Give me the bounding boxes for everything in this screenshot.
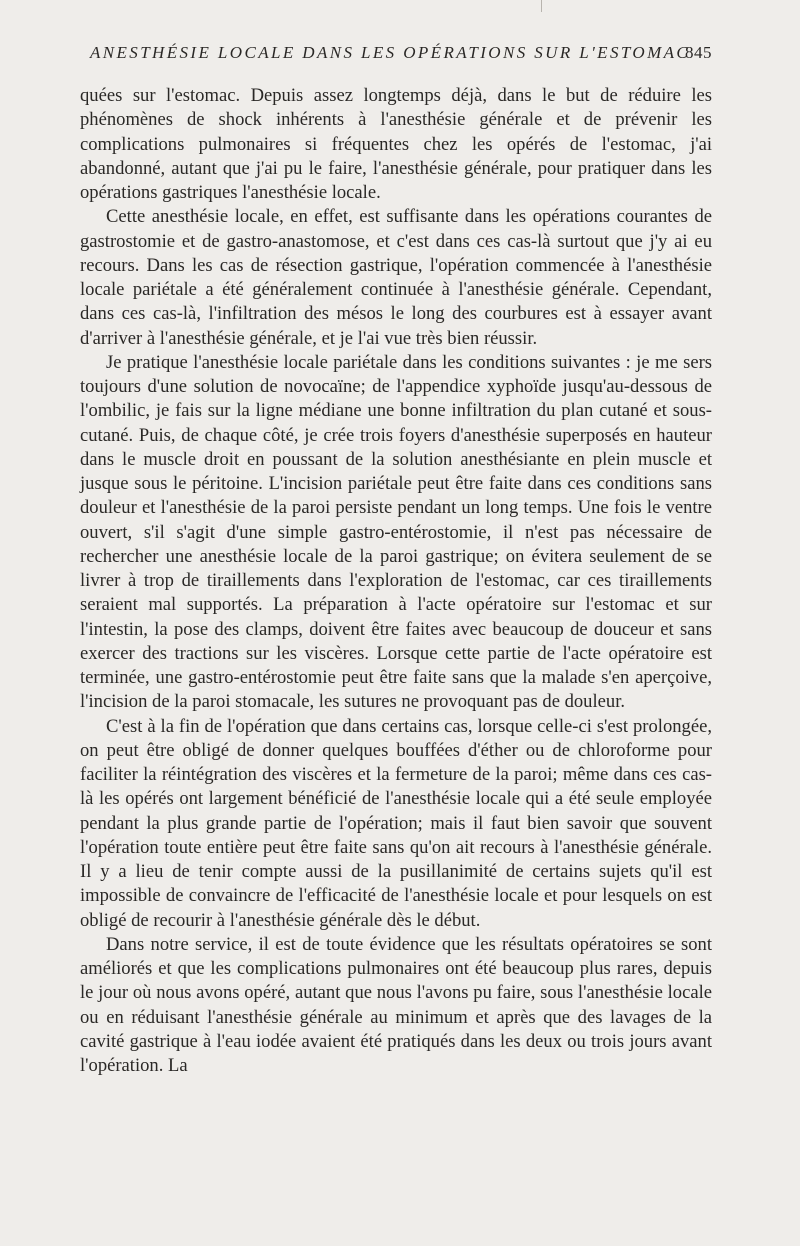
paragraph: Cette anesthésie locale, en effet, est suffisante dans les opérations courantes de gastrostomie et de gastro-anastomose, et c'est dans ces cas-là surtout que j'y ai eu recours. Dans les cas de résection gastrique, l'opération commencée à l'anesthésie locale pariétale a été généralement continuée à l'anesthésie générale. Cependant, dans ces cas-là, l'infiltration des mésos le long des courbures est à essayer avant d'arriver à l'anesthésie générale, et je l'ai vue très bien réussir. xyxy=(80,206,712,349)
running-title: ANESTHÉSIE LOCALE DANS LES OPÉRATIONS SUR L'ESTOMAC xyxy=(90,43,691,62)
running-header xyxy=(80,38,712,68)
page-number: 845 xyxy=(685,43,712,62)
body-text xyxy=(80,84,712,1078)
paragraph-continued: quées sur l'estomac. Depuis assez longtemps déjà, dans le but de réduire les phénomènes de shock inhérents à l'anesthésie générale et de prévenir les complications pulmonaires si fréquentes chez les opérés de l'estomac, j'ai abandonné, autant que j'ai pu le faire, l'anesthésie générale, pour pratiquer dans les opérations gastriques l'anesthésie locale. xyxy=(80,85,712,203)
paragraph: C'est à la fin de l'opération que dans certains cas, lorsque celle-ci s'est prolongée, on peut être obligé de donner quelques bouffées d'éther ou de chloroforme pour faciliter la réintégration des viscères et la fermeture de la paroi; même dans ces cas-là les opérés ont largement bénéficié de l'anesthésie locale qui a été seule employée pendant la plus grande partie de l'opération; mais il faut bien savoir que souvent l'opération toute entière peut être faite sans qu'on ait recours à l'anesthésie générale. Il y a lieu de tenir compte aussi de la pusillanimité de certains sujets qu'il est impossible de convaincre de l'efficacité de l'anesthésie locale et pour lesquels on est obligé de recourir à l'anesthésie générale dès le début. xyxy=(80,715,712,931)
paragraph: Dans notre service, il est de toute évidence que les résultats opératoires se sont améliorés et que les complications pulmonaires ont été beaucoup plus rares, depuis le jour où nous avons opéré, autant que nous l'avons pu faire, sous l'anesthésie locale ou en réduisant l'anesthésie générale au minimum et après que des lavages de la cavité gastrique à l'eau iodée avaient été pratiqués dans les deux ou trois jours avant l'opération. La xyxy=(80,933,712,1076)
paragraph: Je pratique l'anesthésie locale pariétale dans les conditions suivantes : je me sers toujours d'une solution de novocaïne; de l'appendice xyphoïde jusqu'au-dessous de l'ombilic, je fais sur la ligne médiane une bonne infiltration du plan cutané et sous-cutané. Puis, de chaque côté, je crée trois foyers d'anesthésie superposés en hauteur dans le muscle droit en poussant de la solution anesthésiante en plein muscle et jusque sous le péritoine. L'incision pariétale peut être faite dans ces conditions sans douleur et l'anesthésie de la paroi persiste pendant un long temps. Une fois le ventre ouvert, s'il s'agit d'une simple gastro-entérostomie, il n'est pas nécessaire de rechercher une anesthésie locale de la paroi gastrique; on évitera seulement de se livrer à trop de tiraillements dans l'exploration de l'estomac, car ces tiraillements seraient mal supportés. La préparation à l'acte opératoire sur l'estomac et sur l'intestin, la pose des clamps, doivent être faites avec beaucoup de douceur et sans exercer des tractions sur les viscères. Lorsque cette partie de l'acte opératoire est terminée, une gastro-entérostomie peut être faite sans que la malade s'en aperçoive, l'incision de la paroi stomacale, les sutures ne provoquant pas de douleur. xyxy=(80,351,712,713)
scan-mark xyxy=(541,0,542,12)
